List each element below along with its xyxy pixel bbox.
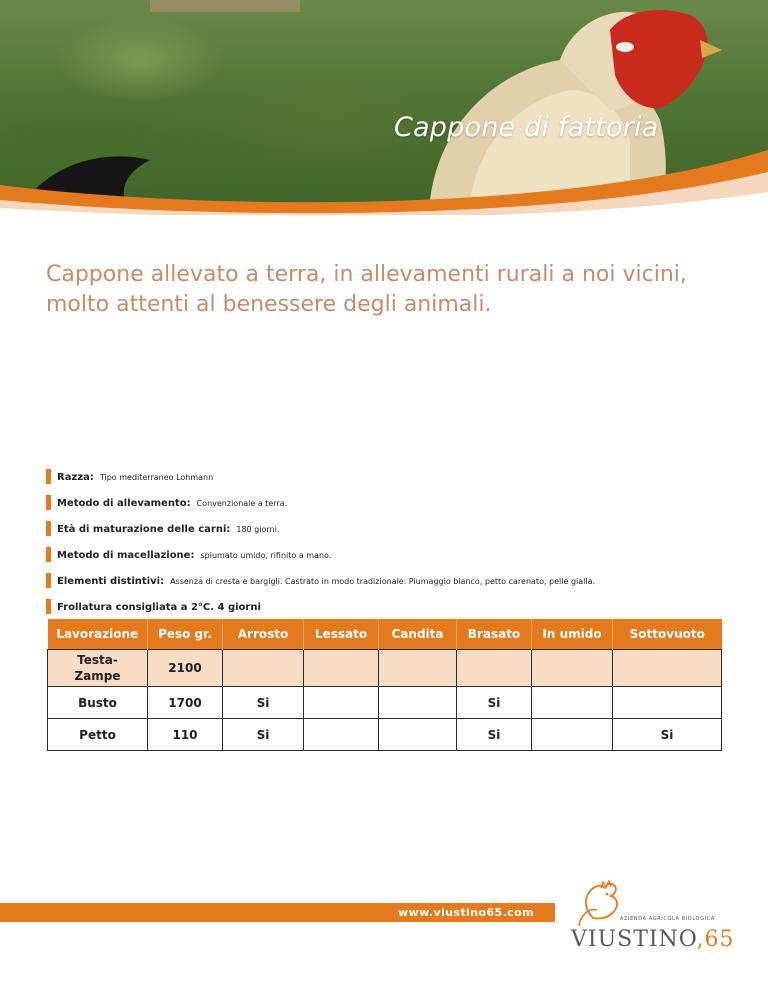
- spec-row-razza: [46, 464, 746, 490]
- spec-row-macellazione: [46, 542, 746, 568]
- column-header: Sottovuoto: [613, 619, 722, 650]
- bullet-bar: [46, 573, 51, 588]
- table-cell: [223, 650, 304, 687]
- logo-wordmark: [571, 927, 735, 952]
- page-title: Cappone di fattoria: [394, 112, 659, 143]
- spec-value: Convenzionale a terra.: [196, 498, 288, 508]
- table-cell: [379, 687, 457, 719]
- column-header: Lessato: [304, 619, 379, 650]
- intro-text: Cappone allevato a terra, in allevamenti rurali a noi vicini, molto attenti al benessere degli animali.: [46, 262, 687, 317]
- table-cell: [379, 719, 457, 751]
- table-header-row: [48, 619, 722, 650]
- table-cell: 110: [148, 719, 223, 751]
- logo-number: ,65: [696, 927, 735, 952]
- table-cell: [48, 650, 148, 687]
- spec-value: spiumato umido, rifinito a mano.: [200, 550, 332, 560]
- website-link[interactable]: www.viustino65.com: [398, 906, 534, 919]
- table-cell: [379, 650, 457, 687]
- table-cell: [613, 650, 722, 687]
- table-cell: [304, 687, 379, 719]
- table-cell: 2100: [148, 650, 223, 687]
- hero-photo: [0, 0, 768, 215]
- bullet-bar: [46, 599, 51, 614]
- bullet-bar: [46, 495, 51, 510]
- spec-row-frollatura: [46, 594, 746, 620]
- spec-label: Metodo di macellazione:: [57, 549, 195, 561]
- spec-row-allevamento: [46, 490, 746, 516]
- table-row: [48, 687, 722, 719]
- cut-name-testa: Testa-Zampe: [74, 653, 121, 683]
- bullet-bar: [46, 547, 51, 562]
- table-cell: [532, 650, 613, 687]
- spec-value: Assenza di cresta e bargigli. Castrato in modo tradizionale. Piumaggio bianco, petto carenato, pelle gialla.: [170, 576, 596, 586]
- column-header: Arrosto: [223, 619, 304, 650]
- table-cell: [532, 719, 613, 751]
- table-cell: Si: [223, 687, 304, 719]
- bullet-bar: [46, 521, 51, 536]
- spec-label: Razza:: [57, 471, 94, 483]
- table-cell: 1700: [148, 687, 223, 719]
- table-cell: Petto: [48, 719, 148, 751]
- column-header: Candita: [379, 619, 457, 650]
- table-cell: Si: [223, 719, 304, 751]
- hero-illustration: [0, 0, 768, 215]
- table-row: [48, 719, 722, 751]
- table-row: [48, 650, 722, 687]
- cuts-table: [47, 619, 722, 751]
- logo-subtitle: AZIENDA AGRICOLA BIOLOGICA: [620, 916, 715, 922]
- spec-value: 180 giorni.: [236, 524, 280, 534]
- spec-label: Metodo di allevamento:: [57, 497, 191, 509]
- logo-name: VIUSTINO: [571, 927, 697, 952]
- table-cell: Busto: [48, 687, 148, 719]
- table-cell: [613, 687, 722, 719]
- spec-value: Tipo mediterraneo Lohmann: [99, 472, 214, 482]
- table-cell: [304, 650, 379, 687]
- table-cell: Si: [457, 719, 532, 751]
- spec-list: [46, 464, 746, 620]
- spec-label: Frollatura consigliata a 2°C. 4 giorni: [57, 601, 261, 613]
- column-header: Brasato: [457, 619, 532, 650]
- table-cell: [457, 650, 532, 687]
- column-header: Peso gr.: [148, 619, 223, 650]
- spec-row-maturazione: [46, 516, 746, 542]
- spec-row-distintivi: [46, 568, 746, 594]
- bullet-bar: [46, 469, 51, 484]
- spec-label: Età di maturazione delle carni:: [57, 523, 231, 535]
- table-cell: Si: [457, 687, 532, 719]
- table-cell: [304, 719, 379, 751]
- column-header: In umido: [532, 619, 613, 650]
- spec-label: Elementi distintivi:: [57, 575, 165, 587]
- column-header: Lavorazione: [48, 619, 148, 650]
- table-cell: [532, 687, 613, 719]
- table-cell: Si: [613, 719, 722, 751]
